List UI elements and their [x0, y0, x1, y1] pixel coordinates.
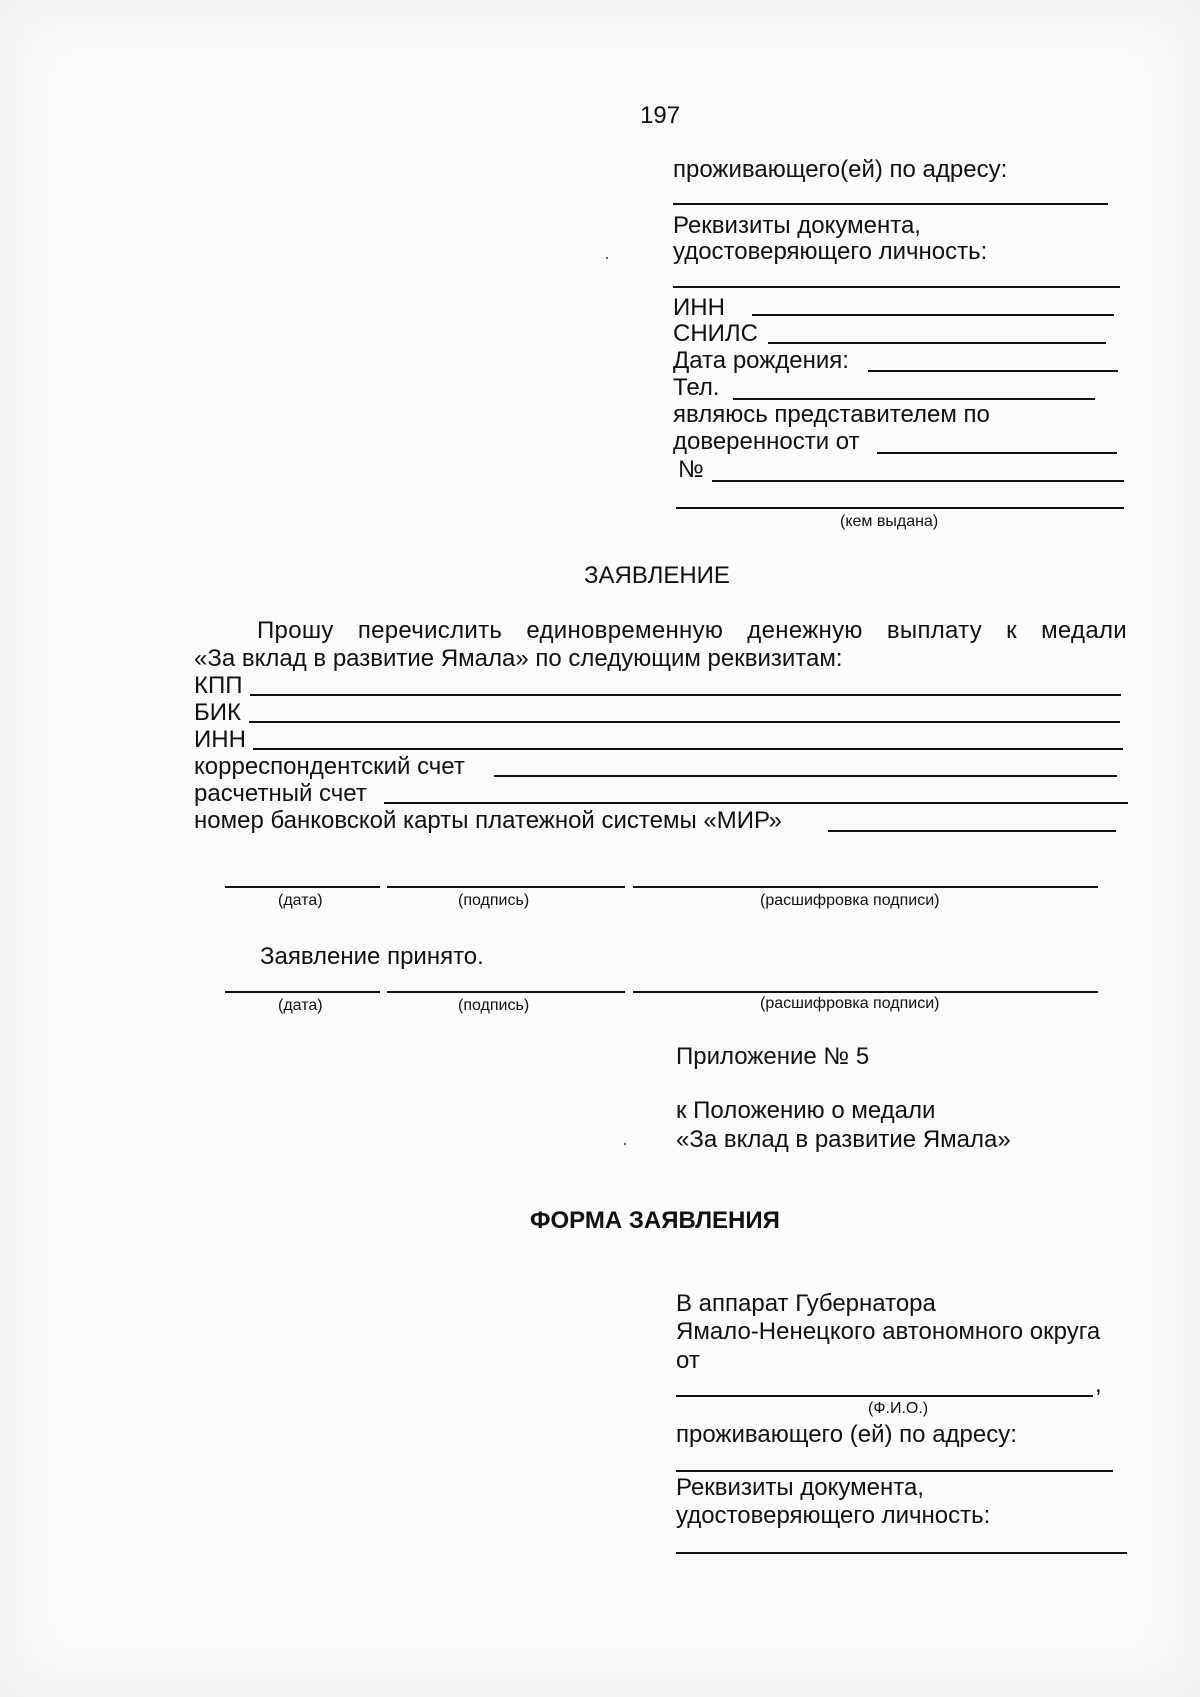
appendix-to-2: «За вклад в развитие Ямала» — [676, 1126, 1011, 1153]
sign2-date-caption: (дата) — [278, 997, 323, 1014]
card-line[interactable] — [828, 830, 1116, 832]
sign1-date-line[interactable] — [225, 886, 380, 888]
address2-line[interactable] — [676, 1470, 1113, 1472]
address-line[interactable] — [673, 203, 1108, 205]
birth-label: Дата рождения: — [673, 347, 849, 374]
inn-label: ИНН — [673, 294, 725, 321]
sign1-decode-caption: (расшифровка подписи) — [760, 892, 940, 909]
snils-label: СНИЛС — [673, 320, 758, 347]
sign2-date-line[interactable] — [225, 991, 380, 993]
rep-label-1: являюсь представителем по — [673, 401, 990, 428]
acct-label: расчетный счет — [194, 780, 367, 807]
sign1-signature-caption: (подпись) — [458, 892, 530, 909]
sign2-decode-caption: (расшифровка подписи) — [760, 995, 940, 1012]
tel-label: Тел. — [673, 374, 720, 401]
from-label: от — [676, 1347, 700, 1374]
doc-req-label-2: удостоверяющего личность: — [673, 238, 988, 265]
accepted-label: Заявление принято. — [260, 943, 484, 970]
doc-req2-line[interactable] — [676, 1552, 1127, 1554]
appendix-title: Приложение № 5 — [676, 1043, 870, 1070]
inn2-label: ИНН — [194, 726, 246, 753]
sign1-signature-line[interactable] — [387, 886, 625, 888]
sign2-signature-caption: (подпись) — [458, 997, 530, 1014]
corr-label: корреспондентский счет — [194, 753, 465, 780]
statement-title: ЗАЯВЛЕНИЕ — [584, 562, 730, 589]
kpp-line[interactable] — [250, 694, 1121, 696]
num-line[interactable] — [712, 480, 1124, 482]
bik-label: БИК — [194, 699, 241, 726]
recipient-2: Ямало-Ненецкого автономного округа — [676, 1318, 1101, 1345]
corr-line[interactable] — [494, 775, 1117, 777]
statement-para-1: Прошу перечислить единовременную денежную выплату к медали — [257, 617, 1127, 644]
fio-caption: (Ф.И.О.) — [868, 1400, 929, 1417]
snils-line[interactable] — [768, 342, 1106, 344]
inn-line[interactable] — [752, 314, 1114, 316]
recipient-1: В аппарат Губернатора — [676, 1290, 936, 1317]
acct-line[interactable] — [384, 802, 1128, 804]
birth-line[interactable] — [868, 370, 1118, 372]
doc-req2-label-2: удостоверяющего личность: — [676, 1502, 991, 1529]
form-title: ФОРМА ЗАЯВЛЕНИЯ — [530, 1207, 780, 1234]
doc-req2-label-1: Реквизиты документа, — [676, 1474, 924, 1501]
issued-by-caption: (кем выдана) — [840, 513, 939, 530]
bik-line[interactable] — [249, 721, 1120, 723]
rep-label-2: доверенности от — [673, 428, 860, 455]
address2-label: проживающего (ей) по адресу: — [676, 1421, 1017, 1448]
doc-req-label-1: Реквизиты документа, — [673, 212, 921, 239]
rep-date-line[interactable] — [877, 452, 1117, 454]
issued-by-line[interactable] — [676, 507, 1124, 509]
statement-para-2: «За вклад в развитие Ямала» по следующим реквизитам: — [194, 645, 843, 672]
sign1-date-caption: (дата) — [278, 892, 323, 909]
num-label: № — [678, 456, 704, 483]
sign2-signature-line[interactable] — [387, 991, 625, 993]
card-label: номер банковской карты платежной системы «МИР» — [194, 807, 782, 834]
address-label: проживающего(ей) по адресу: — [673, 156, 1008, 183]
fio-comma: , — [1095, 1371, 1102, 1398]
page-number: 197 — [640, 102, 681, 129]
scan-speck — [606, 257, 608, 259]
tel-line[interactable] — [733, 398, 1095, 400]
fio-line[interactable] — [676, 1395, 1093, 1397]
doc-req-line[interactable] — [673, 286, 1120, 288]
appendix-to-1: к Положению о медали — [676, 1097, 936, 1124]
sign1-decode-line[interactable] — [633, 886, 1098, 888]
kpp-label: КПП — [194, 672, 243, 699]
inn2-line[interactable] — [253, 748, 1123, 750]
scan-speck — [624, 1143, 626, 1145]
sign2-decode-line[interactable] — [633, 991, 1098, 993]
